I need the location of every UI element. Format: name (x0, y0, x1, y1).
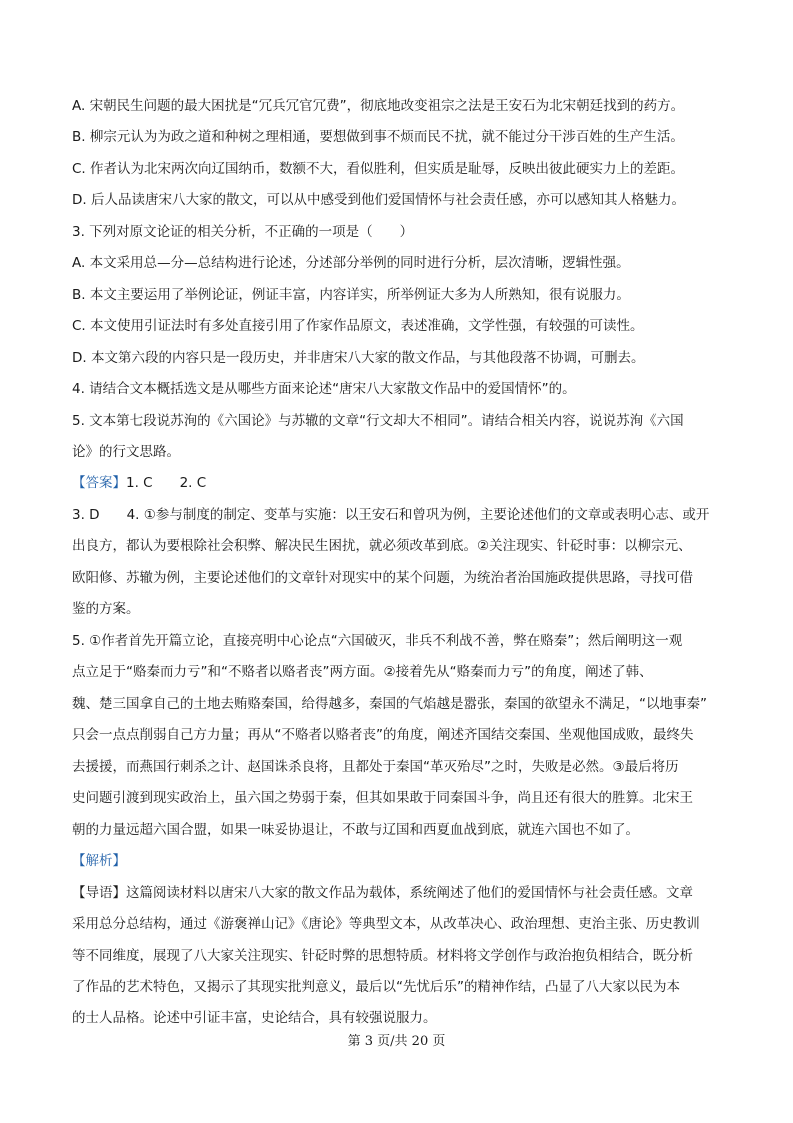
q3-option-b: B. 本文主要运用了举例论证，例证丰富，内容详实，所举例证大多为人所熟知，很有说服力。 (72, 287, 630, 303)
answer-line: 去援援，而燕国行刺杀之计、赵国诛杀良将，且都处于秦国“革灭殆尽”之时，失败是必然。③最后将历 (72, 759, 679, 775)
analysis-line: 的士人品格。论述中引证丰富，史论结合，具有较强说服力。 (72, 1010, 437, 1026)
answer-line: 鉴的方案。 (72, 601, 140, 617)
answer-line: 史问题引渡到现实政治上，虽六国之势弱于秦，但其如果敢于同秦国斗争，尚且还有很大的胜算。北宋王 (72, 790, 693, 806)
answer-line: 出良方，都认为要根除社会积弊、解决民生困扰，就必须改革到底。②关注现实、针砭时事：以柳宗元、 (72, 538, 692, 554)
answer-line: 3. D 4. ①参与制度的制定、变革与实施：以王安石和曾巩为例，主要论述他们的文章或表明心志、或开 (72, 507, 710, 523)
q2-option-d: D. 后人品读唐宋八大家的散文，可以从中感受到他们爱国情怀与社会责任感，亦可以感知其人格魅力。 (72, 192, 685, 208)
answer-label: 【答案】 (72, 475, 126, 491)
q2-option-a: A. 宋朝民生问题的最大困扰是“冗兵冗官冗费”，彻底地改变祖宗之法是王安石为北宋朝廷找到的药方。 (72, 98, 685, 114)
answer-line: 点立足于“赂秦而力亏”和“不赂者以赂者丧”两方面。②接着先从“赂秦而力亏”的角度，阐述了韩、 (72, 664, 653, 680)
q3-stem: 3. 下列对原文论证的相关分析，不正确的一项是（ ） (72, 224, 414, 240)
q3-option-a: A. 本文采用总—分—总结构进行论述，分述部分举例的同时进行分析，层次清晰，逻辑性强。 (72, 255, 630, 271)
answer-line: 只会一点点削弱自己方力量；再从“不赂者以赂者丧”的角度，阐述齐国结交秦国、坐观他国成败，最终失 (72, 727, 694, 743)
answer-q1-q2: 1. C 2. C (126, 475, 207, 491)
analysis-line: 采用总分总结构，通过《游褒禅山记》《唐论》等典型文本，从改革决心、政治理想、吏治主张、历史教训 (72, 916, 700, 932)
analysis-guide-line (72, 883, 693, 903)
q2-option-c: C. 作者认为北宋两次向辽国纳币，数额不大，看似胜利，但实质是耻辱，反映出彼此硬实力上的差距。 (72, 161, 685, 177)
q5-stem-line2: 论》的行文思路。 (72, 444, 180, 460)
analysis-line: 等不同维度，展现了八大家关注现实、针砭时弊的思想特质。材料将文学创作与政治抱负相结合，既分析 (72, 948, 693, 964)
answer-line: 朝的力量远超六国合盟，如果一味妥协退让，不敢与辽国和西夏血战到底，就连六国也不如了。 (72, 822, 639, 838)
q5-stem-line1: 5. 文本第七段说苏洵的《六国论》与苏辙的文章“行文却大不相同”。请结合相关内容，说说苏洵《六国 (72, 413, 684, 429)
answer-line: 魏、楚三国拿自己的土地去贿赂秦国，给得越多，秦国的气焰越是嚣张，秦国的欲望永不满足，“以地事秦” (72, 696, 707, 712)
answer-line: 5. ①作者首先开篇立论，直接亮明中心论点“六国破灭，非兵不利战不善，弊在赂秦”；然后阐明这一观 (72, 633, 683, 649)
answer-line: 欧阳修、苏辙为例，主要论述他们的文章针对现实中的某个问题，为统治者治国施政提供思路，寻找可借 (72, 570, 693, 586)
q3-option-d: D. 本文第六段的内容只是一段历史，并非唐宋八大家的散文作品，与其他段落不协调，可删去。 (72, 350, 645, 366)
analysis-line: 了作品的艺术特色，又揭示了其现实批判意义，最后以“先忧后乐”的精神作结，凸显了八大家以民为本 (72, 979, 680, 995)
q4-stem: 4. 请结合文本概括选文是从哪些方面来论述“唐宋八大家散文作品中的爱国情怀”的。 (72, 381, 576, 397)
analysis-line: 这篇阅读材料以唐宋八大家的散文作品为载体，系统阐述了他们的爱国情怀与社会责任感。文章 (126, 885, 693, 901)
q3-option-c: C. 本文使用引证法时有多处直接引用了作家作品原文，表述准确，文学性强，有较强的可读性。 (72, 318, 644, 334)
answer-heading (72, 473, 206, 493)
analysis-heading (72, 851, 126, 871)
page-number-footer: 第 3 页/共 20 页 (347, 1034, 446, 1049)
q2-option-b: B. 柳宗元认为为政之道和种树之理相通，要想做到事不烦而民不扰，就不能过分干涉百姓的生产生活。 (72, 129, 684, 145)
guide-label: 【导语】 (72, 885, 126, 901)
analysis-label: 【解析】 (72, 853, 126, 869)
